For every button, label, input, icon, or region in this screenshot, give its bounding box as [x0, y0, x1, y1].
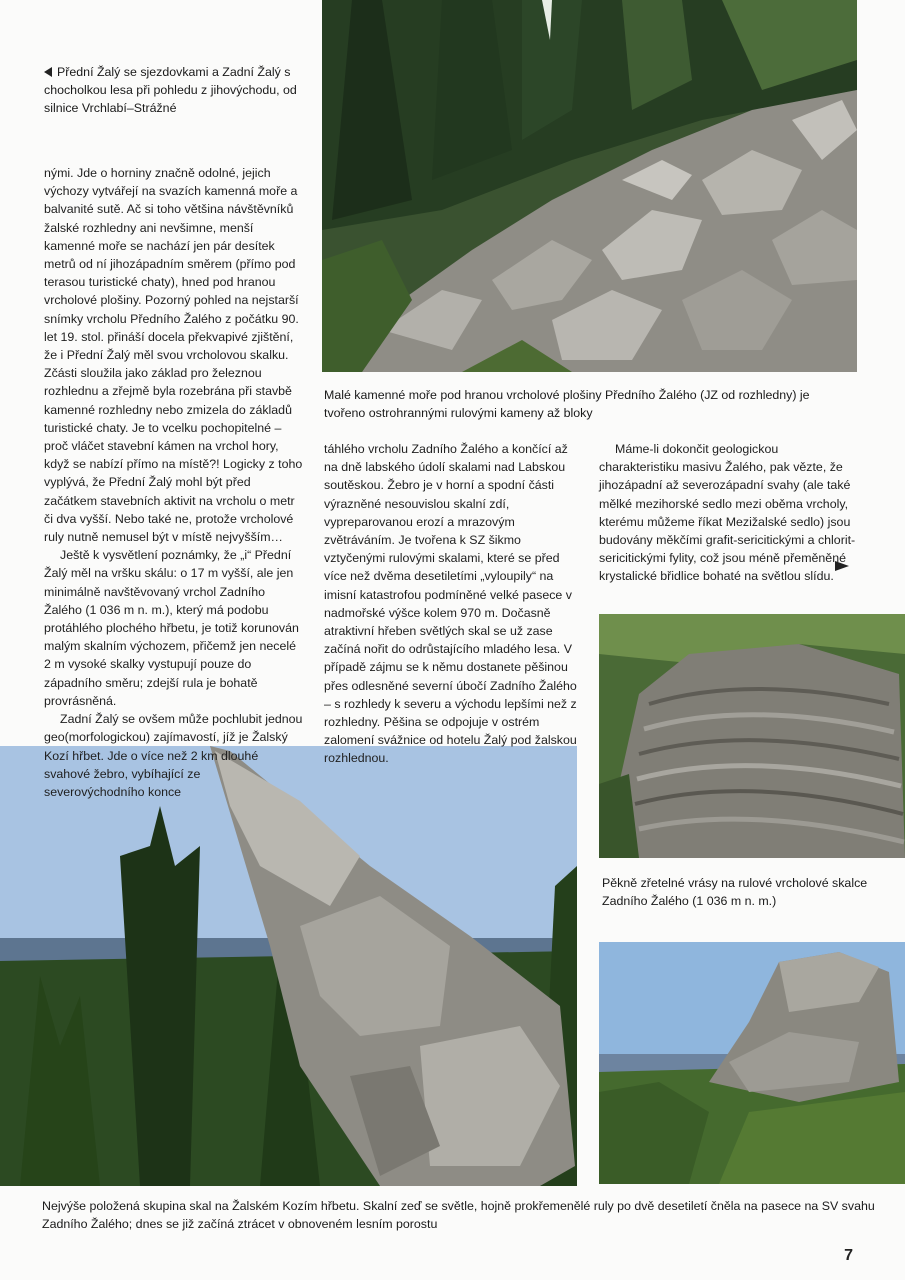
col1-paragraph-1: nými. Jde o horniny značně odolné, jejich výchozy vytvářejí na svazích kamenná moře a balvanité sutě. Ač si toho většina návštěvníků žalské rozhledny ani nevšimne, menší kamenné moře se nachází jen pár desítek metrů od ní jihozápadním směrem (přímo pod terasou turistické chaty), hned pod hranou vrcholové plošiny. Pozorný pohled na nejstarší snímky vrcholu Předního Žalého z počátku 90. let 19. stol. přináší docela překvapivé zjištění, že i Přední Žalý měl svou vrcholovou skalku. Zčásti sloužila jako základ pro železnou rozhlednu a zřejmě byla rozebrána při stavbě kamenné rozhledny nebo zmizela do základů turistické chaty. Je to vcelku pochopitelné – proč vláčet stavební kámen na vrchol hory, když se nabízí přímo na místě?! Logicky z toho vyplývá, že Přední Žalý mohl být před začátkem stavebních aktivit na vrcholu o metr či dva vyšší. Nebo také ne, protože vrcholové ruly nutně nemusel být v místě nejvyšším…	[44, 166, 303, 545]
caption-top-left: Přední Žalý se sjezdovkami a Zadní Žalý s chocholkou lesa při pohledu z jihovýchodu, od silnice Vrchlabí–Strážné	[44, 65, 297, 115]
continue-arrow-icon	[835, 561, 849, 571]
page-number: 7	[844, 1247, 853, 1264]
photo-rock-outcrop	[599, 942, 905, 1184]
col1-paragraph-2: Ještě k vysvětlení poznámky, že „i“ Přední Žalý měl na vršku skálu: o 17 m vyšší, ale jen minimálně navštěvovaný vrchol Zadního Žalého (1 036 m n. m.), který má podobu protáhlého plochého hřbetu, je totiž korunován malým skalním výchozem, přičemž jen necelé 2 m vysoké skalky vystupují pouze do západního směru; zdejší rula je bohatě provrásněná.	[44, 548, 299, 708]
column-1	[44, 164, 304, 801]
col2-paragraph-1: táhlého vrcholu Zadního Žalého a končící až na dně labského údolí skalami nad Labskou soutěskou. Žebro je v horní a spodní části výrazněné nesouvislou skalní zdí, vypreparovanou erozí a mrazovým zvětráváním. Je tvořena k SZ šikmo vztyčenými rulovými skalami, které se před více než dvěma desetiletími „vyloupily“ na imisní katastrofou podmíněné velké pasece v nadmořské výšce kolem 970 m. Dočasně atraktivní hřeben světlých skal se už zase začíná nořit do odrůstajícího mladého lesa. V případě zájmu se k němu dostanete pěšinou přes odlesněné severní úbočí Zadního Žalého – s rozhledy k severu a východu lepšími než z rozhledny. Pěšina se odpojuje v ostrém zalomení svážnice od hotelu Žalý pod žalskou rozhlednou.	[324, 442, 577, 766]
col1-paragraph-3: Zadní Žalý se ovšem může pochlubit jednou geo(morfologickou) zajímavostí, jíž je Žalský Kozí hřbet. Jde o více než 2 km dlouhé svahové žebro, vybíhající ze severovýchodního konce	[44, 712, 303, 799]
photo-boulder-field	[322, 0, 857, 372]
caption-bottom: Nejvýše položená skupina skal na Žalském Kozím hřbetu. Skalní zeď se světle, hojně prokřemenělé ruly po dvě desetiletí čněla na pasece na SV svahu Zadního Žalého; dnes se již začíná ztrácet v obnoveném lesním porostu	[42, 1199, 875, 1231]
caption-top-photo: Malé kamenné moře pod hranou vrcholové plošiny Předního Žalého (JZ od rozhledny) je tvořeno ostrohrannými rulovými kameny až bloky	[324, 388, 810, 420]
col3-paragraph-1: Máme-li dokončit geologickou charakteristiku masivu Žalého, pak vězte, že jihozápadní až severozápadní svahy (ale také mělké mezihorské sedlo mezi oběma vrcholy, kterému můžeme říkat Mezižalské sedlo) jsou budovány měkčími grafit-sericitickými a chlorit-sericitickými fylity, což jsou méně přeměněné krystalické břidlice bohaté na světlou slídu.	[599, 442, 856, 584]
photo-kozi-hrbet-rock	[0, 746, 577, 1186]
column-3	[599, 440, 857, 586]
caption-right-mid: Pěkně zřetelné vrásy na rulové vrcholové skalce Zadního Žalého (1 036 m n. m.)	[602, 876, 868, 908]
column-2	[324, 440, 579, 768]
photo-folded-rock	[599, 614, 905, 858]
left-arrow-icon	[44, 67, 52, 77]
